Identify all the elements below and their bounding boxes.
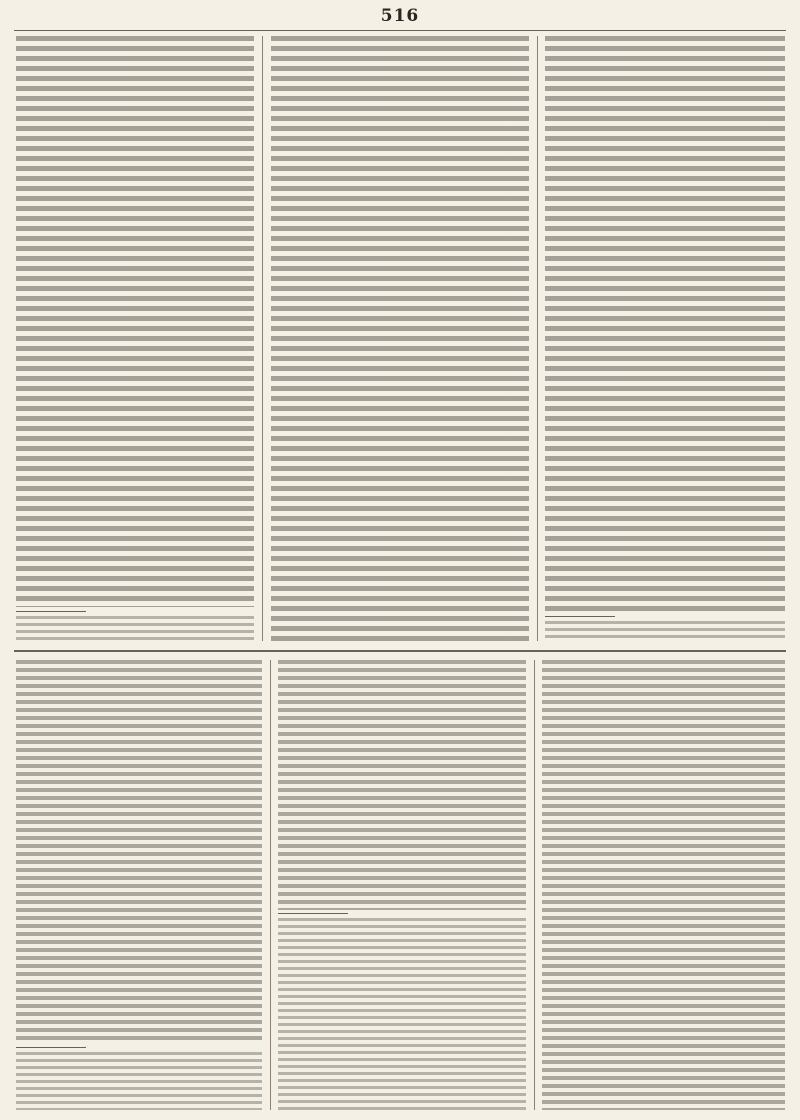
footnote-rule [16,1047,86,1048]
page-number: 516 [380,6,420,26]
column-rule [270,660,271,1110]
footnote [16,616,254,642]
footnote-rule [545,616,615,617]
column-rule [262,36,263,641]
column-rule [534,660,535,1110]
bottom-column-1-text [16,660,262,1044]
footnote-rule [16,611,86,612]
column-rule [537,36,538,641]
footnote [278,918,526,1110]
footnote [16,1052,262,1110]
bottom-column-2-text [278,660,526,910]
top-column-2-text [271,36,529,641]
footnote [545,621,785,641]
header-rule [14,30,786,31]
top-column-1-text [16,36,254,607]
footnote-rule [278,913,348,914]
bottom-column-3-text [542,660,785,1110]
top-column-3-text [545,36,785,611]
section-divider [14,650,786,652]
